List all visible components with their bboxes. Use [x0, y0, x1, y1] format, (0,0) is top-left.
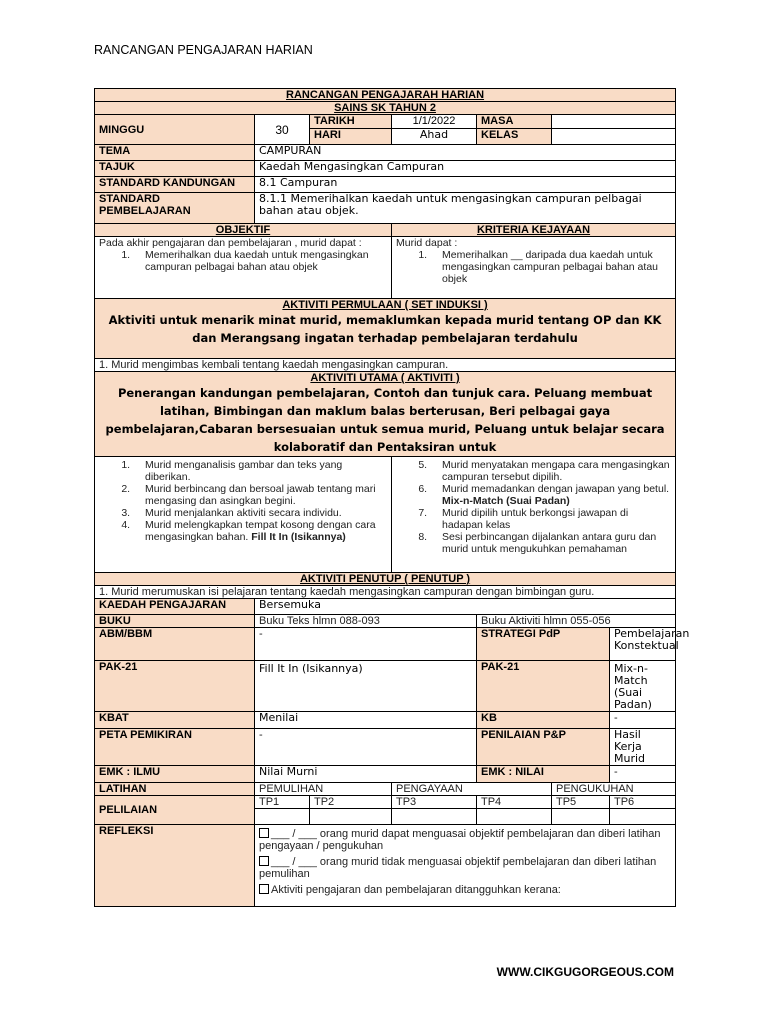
- emk-ilmu-value: Nilai Murni: [255, 766, 477, 783]
- checkbox-icon: [259, 884, 269, 894]
- masa-label: MASA: [477, 115, 552, 129]
- permulaan-heading: AKTIVITI PERMULAAN ( SET INDUKSI ): [282, 299, 488, 311]
- kaedah-value: Bersemuka: [255, 599, 676, 615]
- abm-value: -: [255, 628, 477, 661]
- utama-right-steps: [392, 457, 676, 573]
- minggu-label: MINGGU: [95, 115, 255, 145]
- tp5-value: [552, 809, 610, 825]
- utama-step: 2. Murid berbincang dan bersoal jawab tentang mari mengasing dan asingkan begini.: [133, 483, 387, 507]
- utama-left-steps: [95, 457, 392, 573]
- checkbox-icon: [259, 856, 269, 866]
- pak21-value-b: Mix-n-Match (Suai Padan): [610, 661, 676, 712]
- pak21-label-a: PAK-21: [95, 661, 255, 712]
- latihan-pengayaan: PENGAYAAN: [392, 783, 552, 796]
- tp3-value: [392, 809, 477, 825]
- kb-label: KB: [477, 712, 610, 729]
- permulaan-step: 1. Murid mengimbas kembali tentang kaedah mengasingkan campuran.: [95, 359, 676, 372]
- latihan-pemulihan: PEMULIHAN: [255, 783, 392, 796]
- emk-nilai-label: EMK : NILAI: [477, 766, 610, 783]
- penutup-step: 1. Murid merumuskan isi pelajaran tentang kaedah mengasingkan campuran dengan bimbingan guru.: [95, 586, 676, 599]
- masa-value: [552, 115, 676, 129]
- permulaan-description: Aktiviti untuk menarik minat murid, memaklumkan kepada murid tentang OP dan KK dan Merangsang ingatan terhadap pembelajaran terdahulu: [108, 313, 662, 345]
- buku-value-1: Buku Teks hlmn 088-093: [255, 615, 477, 628]
- kelas-value: [552, 129, 676, 145]
- refleksi-line-2: ___ / ___ orang murid tidak menguasai objektif pembelajaran dan diberi latihan pemulihan: [259, 856, 657, 880]
- footer-url: WWW.CIKGUGORGEOUS.COM: [496, 965, 674, 979]
- plan-title: RANCANGAN PENGAJARAH HARIAN: [95, 89, 676, 102]
- fill-it-in-label: Fill It In (Isikannya): [251, 531, 346, 543]
- tp6-label: TP6: [610, 796, 676, 809]
- sp-value: 8.1.1 Memerihalkan kaedah untuk mengasingkan campuran pelbagai bahan atau objek.: [255, 193, 676, 224]
- pak21-label-b: PAK-21: [477, 661, 610, 712]
- sk-label: STANDARD KANDUNGAN: [95, 177, 255, 193]
- objektif-item: 1. Memerihalkan dua kaedah untuk mengasingkan campuran pelbagai bahan atau objek: [133, 249, 387, 273]
- tp5-label: TP5: [552, 796, 610, 809]
- kriteria-heading: KRITERIA KEJAYAAN: [392, 224, 676, 237]
- emk-ilmu-label: EMK : ILMU: [95, 766, 255, 783]
- pelilaian-label: PELILAIAN: [95, 796, 255, 825]
- utama-heading: AKTIVITI UTAMA ( AKTIVITI ): [310, 372, 460, 384]
- tp6-value: [610, 809, 676, 825]
- minggu-value: 30: [255, 115, 310, 145]
- tarikh-value: 1/1/2022: [392, 115, 477, 129]
- strategi-label: STRATEGI PdP: [477, 628, 610, 661]
- utama-step: 1. Murid menganalisis gambar dan teks yang diberikan.: [133, 459, 387, 483]
- latihan-pengukuhan: PENGUKUHAN: [552, 783, 676, 796]
- tp4-label: TP4: [477, 796, 552, 809]
- kbat-value: Menilai: [255, 712, 477, 729]
- refleksi-line-1: ___ / ___ orang murid dapat menguasai objektif pembelajaran dan diberi latihan pengayaan / pengukuhan: [259, 828, 661, 852]
- sk-value: 8.1 Campuran: [255, 177, 676, 193]
- permulaan-section: [95, 299, 676, 359]
- buku-value-2: Buku Aktiviti hlmn 055-056: [477, 615, 676, 628]
- tema-value: CAMPURAN: [255, 145, 676, 161]
- refleksi-line-3: Aktiviti pengajaran dan pembelajaran ditangguhkan kerana:: [259, 884, 671, 896]
- strategi-value: Pembelajaran Konstektual: [610, 628, 676, 661]
- objektif-cell: [95, 237, 392, 299]
- kaedah-label: KAEDAH PENGAJARAN: [95, 599, 255, 615]
- tarikh-label: TARIKH: [310, 115, 392, 129]
- penilaian-label: PENILAIAN P&P: [477, 729, 610, 766]
- kb-value: -: [610, 712, 676, 729]
- lesson-plan-table: [94, 88, 690, 907]
- kriteria-item: 1. Memerihalkan __ daripada dua kaedah untuk mengasingkan campuran pelbagai bahan atau objek: [430, 249, 671, 285]
- penilaian-value: Hasil Kerja Murid: [610, 729, 676, 766]
- pak21-value-a: Fill It In (Isikannya): [255, 661, 477, 712]
- buku-label: BUKU: [95, 615, 255, 628]
- sp-label: STANDARD PEMBELAJARAN: [95, 193, 255, 224]
- utama-step: 8. Sesi perbincangan dijalankan antara guru dan murid untuk mengukuhkan pemahaman: [430, 531, 671, 555]
- tp1-value: [255, 809, 310, 825]
- peta-label: PETA PEMIKIRAN: [95, 729, 255, 766]
- tp2-value: [310, 809, 392, 825]
- objektif-intro: Pada akhir pengajaran dan pembelajaran , murid dapat :: [99, 237, 362, 249]
- tp2-label: TP2: [310, 796, 392, 809]
- hari-label: HARI: [310, 129, 392, 145]
- tp1-label: TP1: [255, 796, 310, 809]
- kbat-label: KBAT: [95, 712, 255, 729]
- penutup-heading: AKTIVITI PENUTUP ( PENUTUP ): [95, 573, 676, 586]
- mix-n-match-label: Mix-n-Match (Suai Padan): [442, 495, 570, 507]
- utama-step: 4. Murid melengkapkan tempat kosong dengan cara mengasingkan bahan. Fill It In (Isikannya): [133, 519, 387, 543]
- emk-nilai-value: -: [610, 766, 676, 783]
- utama-section: [95, 372, 676, 457]
- refleksi-cell: [255, 825, 676, 907]
- tp4-value: [477, 809, 552, 825]
- kriteria-cell: [392, 237, 676, 299]
- abm-label: ABM/BBM: [95, 628, 255, 661]
- utama-step: 6. Murid memadankan dengan jawapan yang betul. Mix-n-Match (Suai Padan): [430, 483, 671, 507]
- page-header: RANCANGAN PENGAJARAN HARIAN: [94, 43, 313, 57]
- kriteria-intro: Murid dapat :: [396, 237, 458, 249]
- plan-subtitle: SAINS SK TAHUN 2: [95, 102, 676, 115]
- tema-label: TEMA: [95, 145, 255, 161]
- utama-step: 3. Murid menjalankan aktiviti secara individu.: [133, 507, 387, 519]
- tp3-label: TP3: [392, 796, 477, 809]
- kelas-label: KELAS: [477, 129, 552, 145]
- tajuk-label: TAJUK: [95, 161, 255, 177]
- utama-step: 5. Murid menyatakan mengapa cara mengasingkan campuran tersebut dipilih.: [430, 459, 671, 483]
- objektif-heading: OBJEKTIF: [95, 224, 392, 237]
- utama-description: Penerangan kandungan pembelajaran, Contoh dan tunjuk cara. Peluang membuat latihan, Bimbingan dan maklum balas berterusan, Beri pelbagai gaya pembelajaran,Cabaran bersesuaian untuk semua murid, Peluang untuk belajar secara kolaboratif dan Pentaksiran untuk: [105, 386, 665, 454]
- peta-value: -: [255, 729, 477, 766]
- latihan-label: LATIHAN: [95, 783, 255, 796]
- utama-step: 7. Murid dipilih untuk berkongsi jawapan di hadapan kelas: [430, 507, 671, 531]
- checkbox-icon: [259, 828, 269, 838]
- hari-value: Ahad: [392, 129, 477, 145]
- refleksi-label: REFLEKSI: [95, 825, 255, 907]
- tajuk-value: Kaedah Mengasingkan Campuran: [255, 161, 676, 177]
